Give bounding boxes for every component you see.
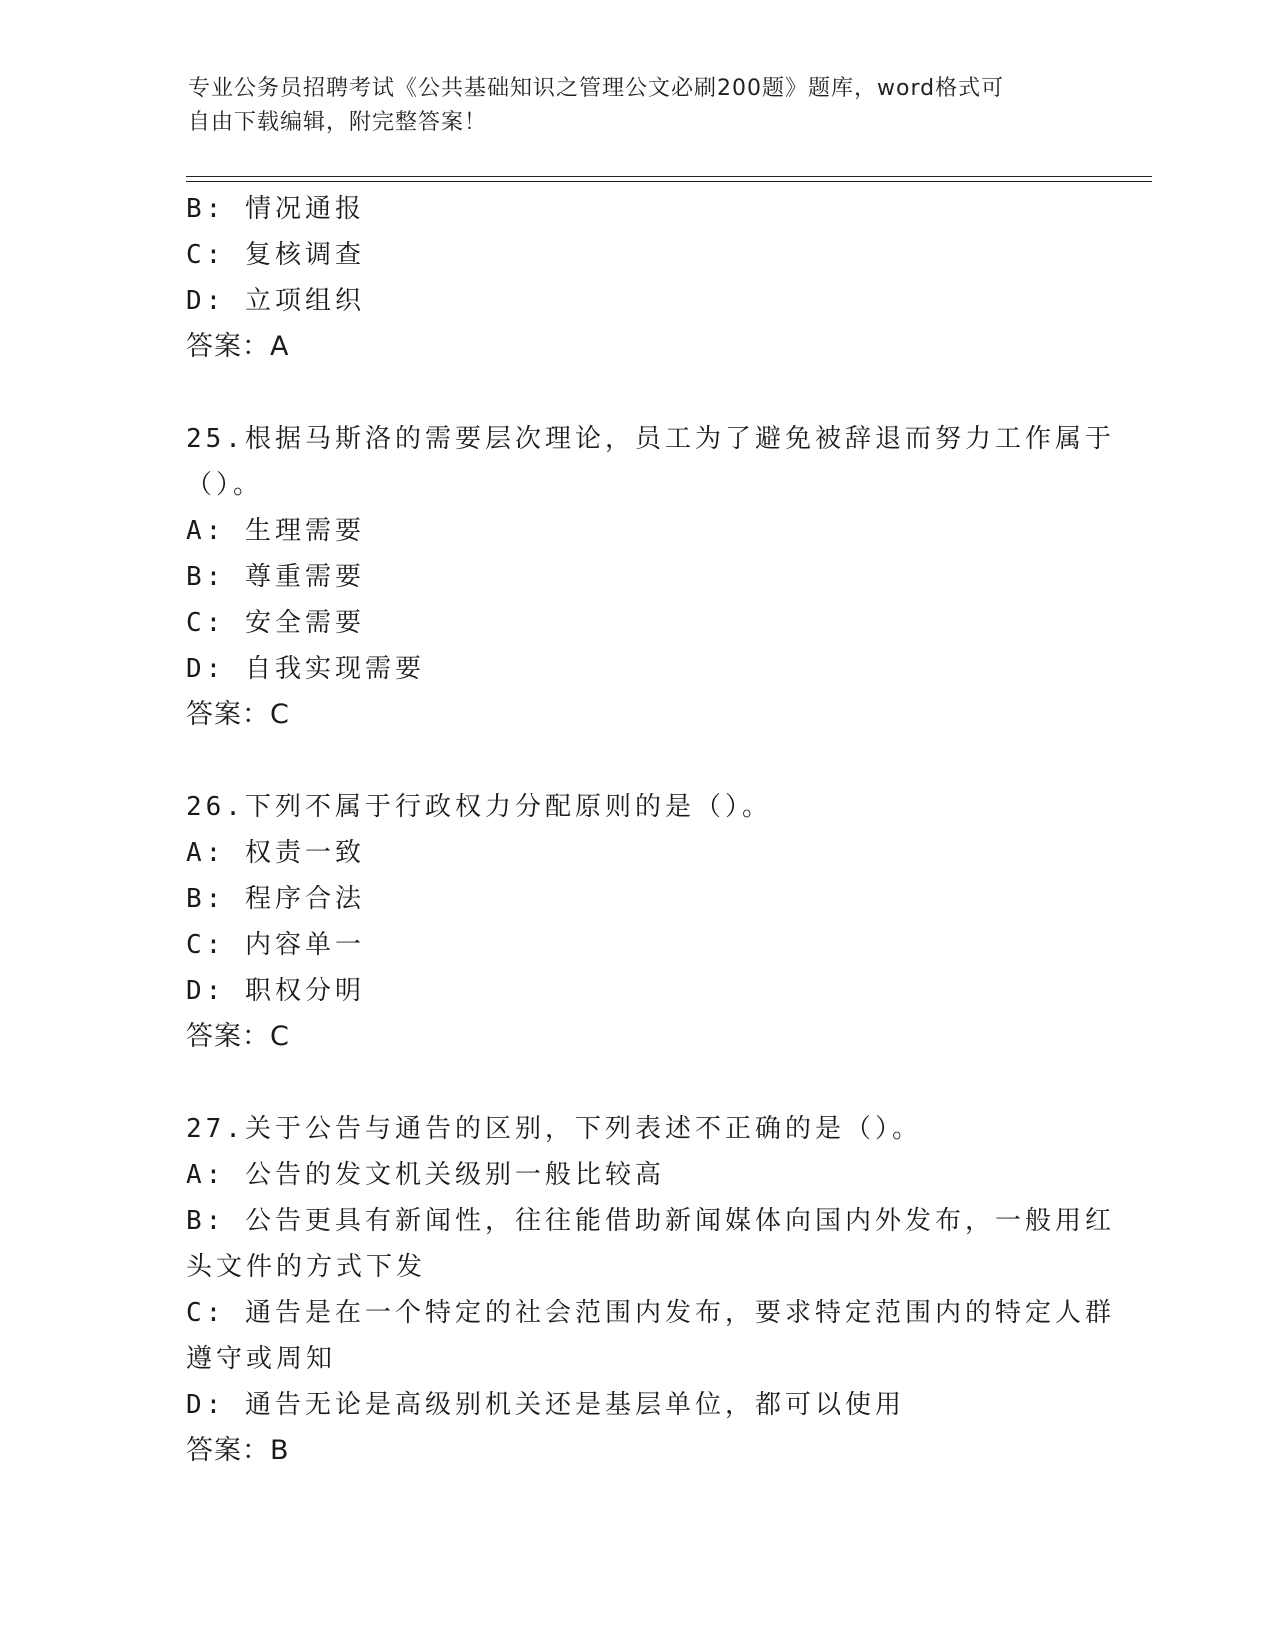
- question-26: [186, 784, 1086, 1060]
- question-27: [186, 1106, 1115, 1474]
- option-d: D: 自我实现需要: [186, 654, 425, 684]
- option-a: A: 生理需要: [186, 516, 365, 546]
- answer-line: 答案：C: [186, 1021, 290, 1052]
- question-stem: 26.下列不属于行政权力分配原则的是（）。: [186, 792, 772, 822]
- answer-line: 答案：C: [186, 699, 290, 730]
- header-title-line-2: 自由下载编辑，附完整答案！: [188, 110, 488, 135]
- question-stem-continued: （）。: [186, 470, 264, 500]
- option-b: B: 公告更具有新闻性，往往能借助新闻媒体向国内外发布，一般用红: [186, 1206, 1115, 1236]
- option-b: B: 情况通报: [186, 194, 365, 224]
- answer-line: 答案：B: [186, 1435, 290, 1466]
- answer-line: 答案：A: [186, 331, 290, 362]
- option-c: C: 内容单一: [186, 930, 365, 960]
- option-d: D: 通告无论是高级别机关还是基层单位，都可以使用: [186, 1390, 905, 1420]
- option-b: B: 尊重需要: [186, 562, 365, 592]
- option-d: D: 立项组织: [186, 286, 365, 316]
- question-list: [186, 186, 1115, 1474]
- option-d: D: 职权分明: [186, 976, 365, 1006]
- question-stem: 25.根据马斯洛的需要层次理论，员工为了避免被辞退而努力工作属于: [186, 424, 1115, 454]
- question-stem: 27.关于公告与通告的区别，下列表述不正确的是（）。: [186, 1114, 922, 1144]
- option-b-continued: 头文件的方式下发: [186, 1252, 427, 1282]
- option-c-continued: 遵守或周知: [186, 1344, 337, 1374]
- option-c: C: 安全需要: [186, 608, 365, 638]
- document-header: [188, 72, 1068, 140]
- header-title-line-1: 专业公务员招聘考试《公共基础知识之管理公文必刷200题》题库，word格式可: [188, 76, 1005, 101]
- spacer: [186, 370, 1086, 416]
- option-b: B: 程序合法: [186, 884, 365, 914]
- option-c: C: 通告是在一个特定的社会范围内发布，要求特定范围内的特定人群: [186, 1298, 1115, 1328]
- header-divider-top: [186, 176, 1152, 177]
- option-a: A: 公告的发文机关级别一般比较高: [186, 1160, 665, 1190]
- header-divider-bottom: [186, 181, 1152, 182]
- question-24: [186, 186, 1086, 370]
- question-25: [186, 416, 1115, 738]
- option-a: A: 权责一致: [186, 838, 365, 868]
- spacer: [186, 1060, 1086, 1106]
- option-c: C: 复核调查: [186, 240, 365, 270]
- spacer: [186, 738, 1086, 784]
